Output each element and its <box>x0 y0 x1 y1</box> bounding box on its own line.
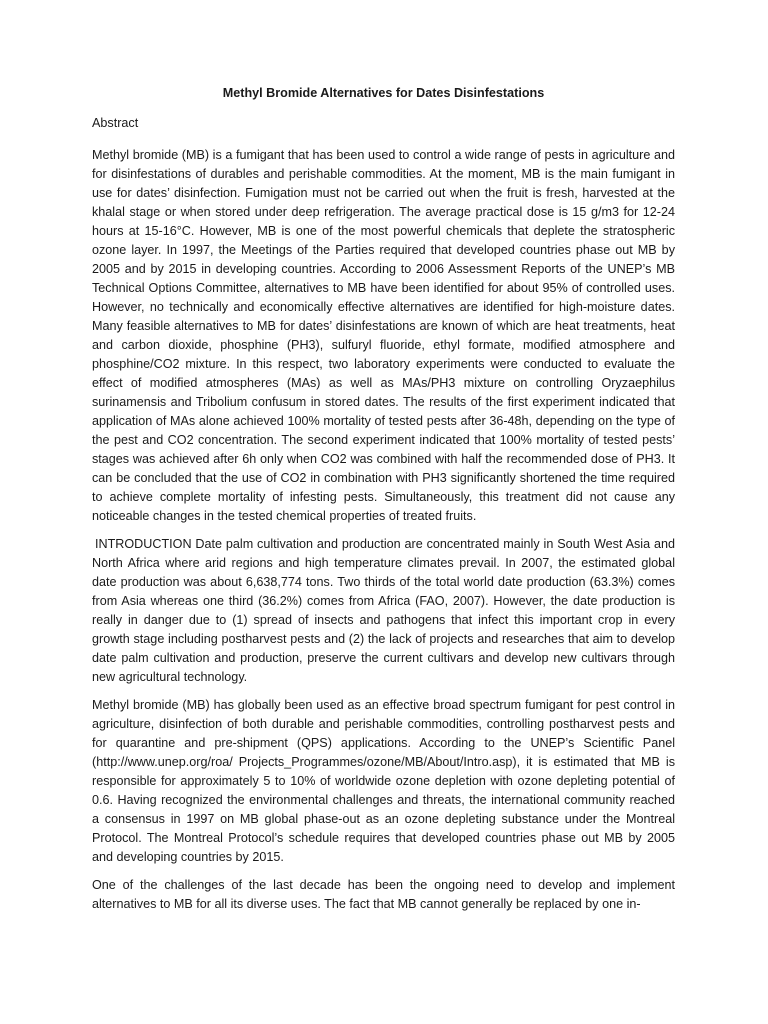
document-body <box>92 84 675 923</box>
challenges-paragraph: One of the challenges of the last decade has been the ongoing need to develop and implement alternatives to MB for all its diverse uses. The fact that MB cannot generally be replaced by one in- <box>92 878 675 911</box>
methyl-bromide-paragraph: Methyl bromide (MB) has globally been used as an effective broad spectrum fumigant for pest control in agriculture, disinfection of both durable and perishable commodities, controlling postharvest pests and for quarantine and pre-shipment (QPS) applications. According to the UNEP’s Scientific Panel (http://www.unep.org/roa/ Projects_Programmes/ozone/MB/About/Intro.asp), it is estimated that MB is responsible for approximately 5 to 10% of worldwide ozone depletion with ozone depleting potential of 0.6. Having recognized the environmental challenges and threats, the international community reached a consensus in 1997 on MB global phase-out as an ozone depleting substance under the Montreal Protocol. The Montreal Protocol’s schedule requires that developed countries phase out MB by 2005 and developing countries by 2015. <box>92 698 675 864</box>
introduction-paragraph: INTRODUCTION Date palm cultivation and production are concentrated mainly in South West Asia and North Africa where arid regions and high temperature climates prevail. In 2007, the estimated global date production was about 6,638,774 tons. Two thirds of the total world date production (63.3%) comes from Asia whereas one third (36.2%) comes from Africa (FAO, 2007). However, the date production is really in danger due to (1) spread of insects and pathogens that infect this important crop in every growth stage including postharvest pests and (2) the lack of projects and researches that aim to develop date palm cultivation and production, preserve the current cultivars and develop new cultivars through new agricultural technology. <box>92 537 675 684</box>
abstract-heading: Abstract <box>92 116 139 130</box>
abstract-paragraph: Methyl bromide (MB) is a fumigant that has been used to control a wide range of pests in agriculture and for disinfestations of durables and perishable commodities. At the moment, MB is the main fumigant in use for dates’ disinfection. Fumigation must not be carried out when the fruit is fresh, harvested at the khalal stage or when stored under deep refrigeration. The average practical dose is 15 g/m3 for 12-24 hours at 15-16°C. However, MB is one of the most powerful chemicals that deplete the stratospheric ozone layer. In 1997, the Meetings of the Parties required that developed countries phase out MB by 2005 and by 2015 in developing countries. According to 2006 Assessment Reports of the UNEP’s MB Technical Options Committee, alternatives to MB have been identified for about 95% of controlled uses. However, no technically and economically effective alternatives are identified for high-moisture dates. Many feasible alternatives to MB for dates’ disinfestations are known of which are heat treatments, heat and carbon dioxide, phosphine (PH3), sulfuryl fluoride, ethyl formate, modified atmosphere and phosphine/CO2 mixture. In this respect, two laboratory experiments were conducted to evaluate the effect of modified atmospheres (MAs) as well as MAs/PH3 mixture on controlling Oryzaephilus surinamensis and Tribolium confusum in stored dates. The results of the first experiment indicated that application of MAs alone achieved 100% mortality of tested pests after 36-48h, depending on the type of the pest and CO2 concentration. The second experiment indicated that 100% mortality of tested pests’ stages was achieved after 6h only when CO2 was combined with half the recommended dose of PH3. It can be concluded that the use of CO2 in combination with PH3 significantly shortened the time required to achieve complete mortality of infesting pests. Simultaneously, this treatment did not cause any noticeable changes in the tested chemical properties of treated fruits. <box>92 148 675 523</box>
document-title: Methyl Bromide Alternatives for Dates Disinfestations <box>222 86 545 100</box>
